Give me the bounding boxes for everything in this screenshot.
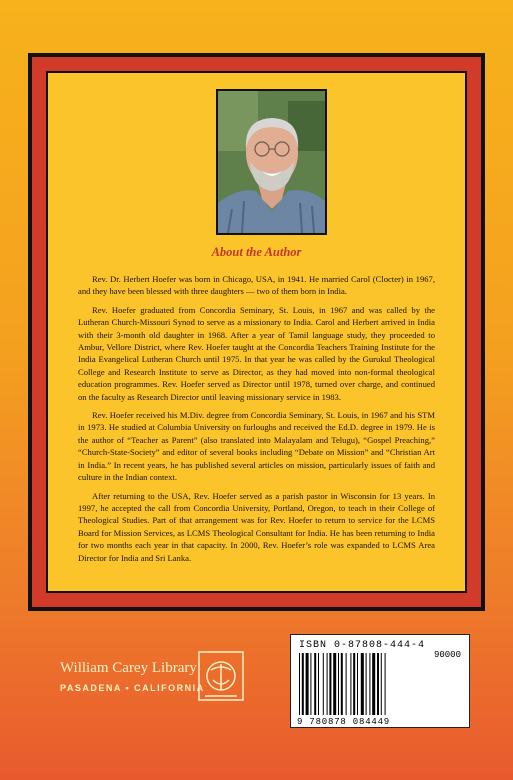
barcode-bars (297, 653, 417, 715)
barcode-bar (323, 653, 324, 715)
bio-paragraph: After returning to the USA, Rev. Hoefer served as a parish pastor in Wisconsin for 13 years. In 1997, he accepted the call from Concordia University, Portland, Oregon, to teach in their College of Theological Studies. Part of that arrangement was for Rev. Hoefer to return to service for the LCMS Board for Mission Services, as LCMS Theological Consultant for India. He has been returning to India for two months each year in that capacity. In 2000, Rev. Hoefer’s role was expanded to LCMS Area Director for India and Sri Lanka. (78, 490, 435, 563)
barcode-bar (366, 653, 367, 715)
barcode-bar (314, 653, 316, 715)
publisher-city: PASADENA • CALIFORNIA (60, 683, 205, 693)
barcode-bar (306, 653, 309, 715)
barcode-bar (361, 653, 364, 715)
price-code: 90000 (433, 650, 461, 660)
barcode-bar (346, 653, 347, 715)
publisher-logo-block (60, 650, 260, 720)
barcode-bar (385, 653, 386, 715)
barcode-bar (338, 653, 339, 715)
barcode-bar (357, 653, 358, 715)
ean-number: 9 780878 084449 (297, 717, 391, 727)
barcode-bar (381, 653, 382, 715)
author-biography (78, 273, 435, 570)
isbn-number: ISBN 0-87808-444-4 (299, 640, 426, 651)
barcode-bar (329, 653, 331, 715)
bio-paragraph: Rev. Hoefer graduated from Concordia Seminary, St. Louis, in 1967 and was called by the Lutheran Church-Missouri Synod to serve as a missionary to India. Carol and Herbert arrived in India with their 3-month old daughter in 1968. After a year of Tamil language study, they proceeded to Ambur, Vellore District, where Rev. Hoefer taught at the Concordia Teachers Training Institute for the India Evangelical Lutheran Church until 1975. In that year he was called by the Gurukul Theological College and Research Institute to serve as Director, as they had moved into non-formal theological education programmes. Rev. Hoefer served as Director until 1978, turned over charge, and continued on the faculty as Research Director until leaving missionary service in 1983. (78, 304, 435, 402)
publisher-name: William Carey Library (60, 660, 197, 676)
barcode-bar (318, 653, 319, 715)
isbn-barcode (290, 634, 470, 728)
barcode-bar (302, 653, 304, 715)
barcode-bar (333, 653, 336, 715)
author-panel-frame (28, 53, 485, 611)
publisher-emblem-icon (197, 650, 245, 702)
author-photo (216, 89, 327, 235)
barcode-bar (353, 653, 355, 715)
about-author-heading: About the Author (211, 245, 302, 259)
bio-paragraph: Rev. Dr. Herbert Hoefer was born in Chicago, USA, in 1941. He married Carol (Clocter) in 1967, and they have been blessed with three daughters — two of them born in India. (78, 274, 435, 297)
barcode-bar (372, 653, 375, 715)
bio-paragraph: Rev. Hoefer received his M.Div. degree from Concordia Seminary, St. Louis, in 1967 and his STM in 1973. He studied at Columbia University on furloughs and received the Ed.D. degree in 1979. He is the author of “Teacher as Parent” (also translated into Malayalam and Telugu), “Gospel Preaching,” “Church-State-Society” and editor of several books including “Debate on Mission” and “Christian Art in India.” In recent years, he has published several articles on mission, particularly issues of faith and culture in the Indian context. (78, 410, 435, 483)
barcode-bar (369, 653, 370, 715)
barcode-bar (350, 653, 351, 715)
barcode-bar (310, 653, 311, 715)
barcode-bar (341, 653, 343, 715)
barcode-bar (299, 653, 300, 715)
author-panel (46, 71, 467, 593)
barcode-bar (377, 653, 379, 715)
author-panel-red-border (32, 57, 481, 607)
barcode-bar (327, 653, 328, 715)
